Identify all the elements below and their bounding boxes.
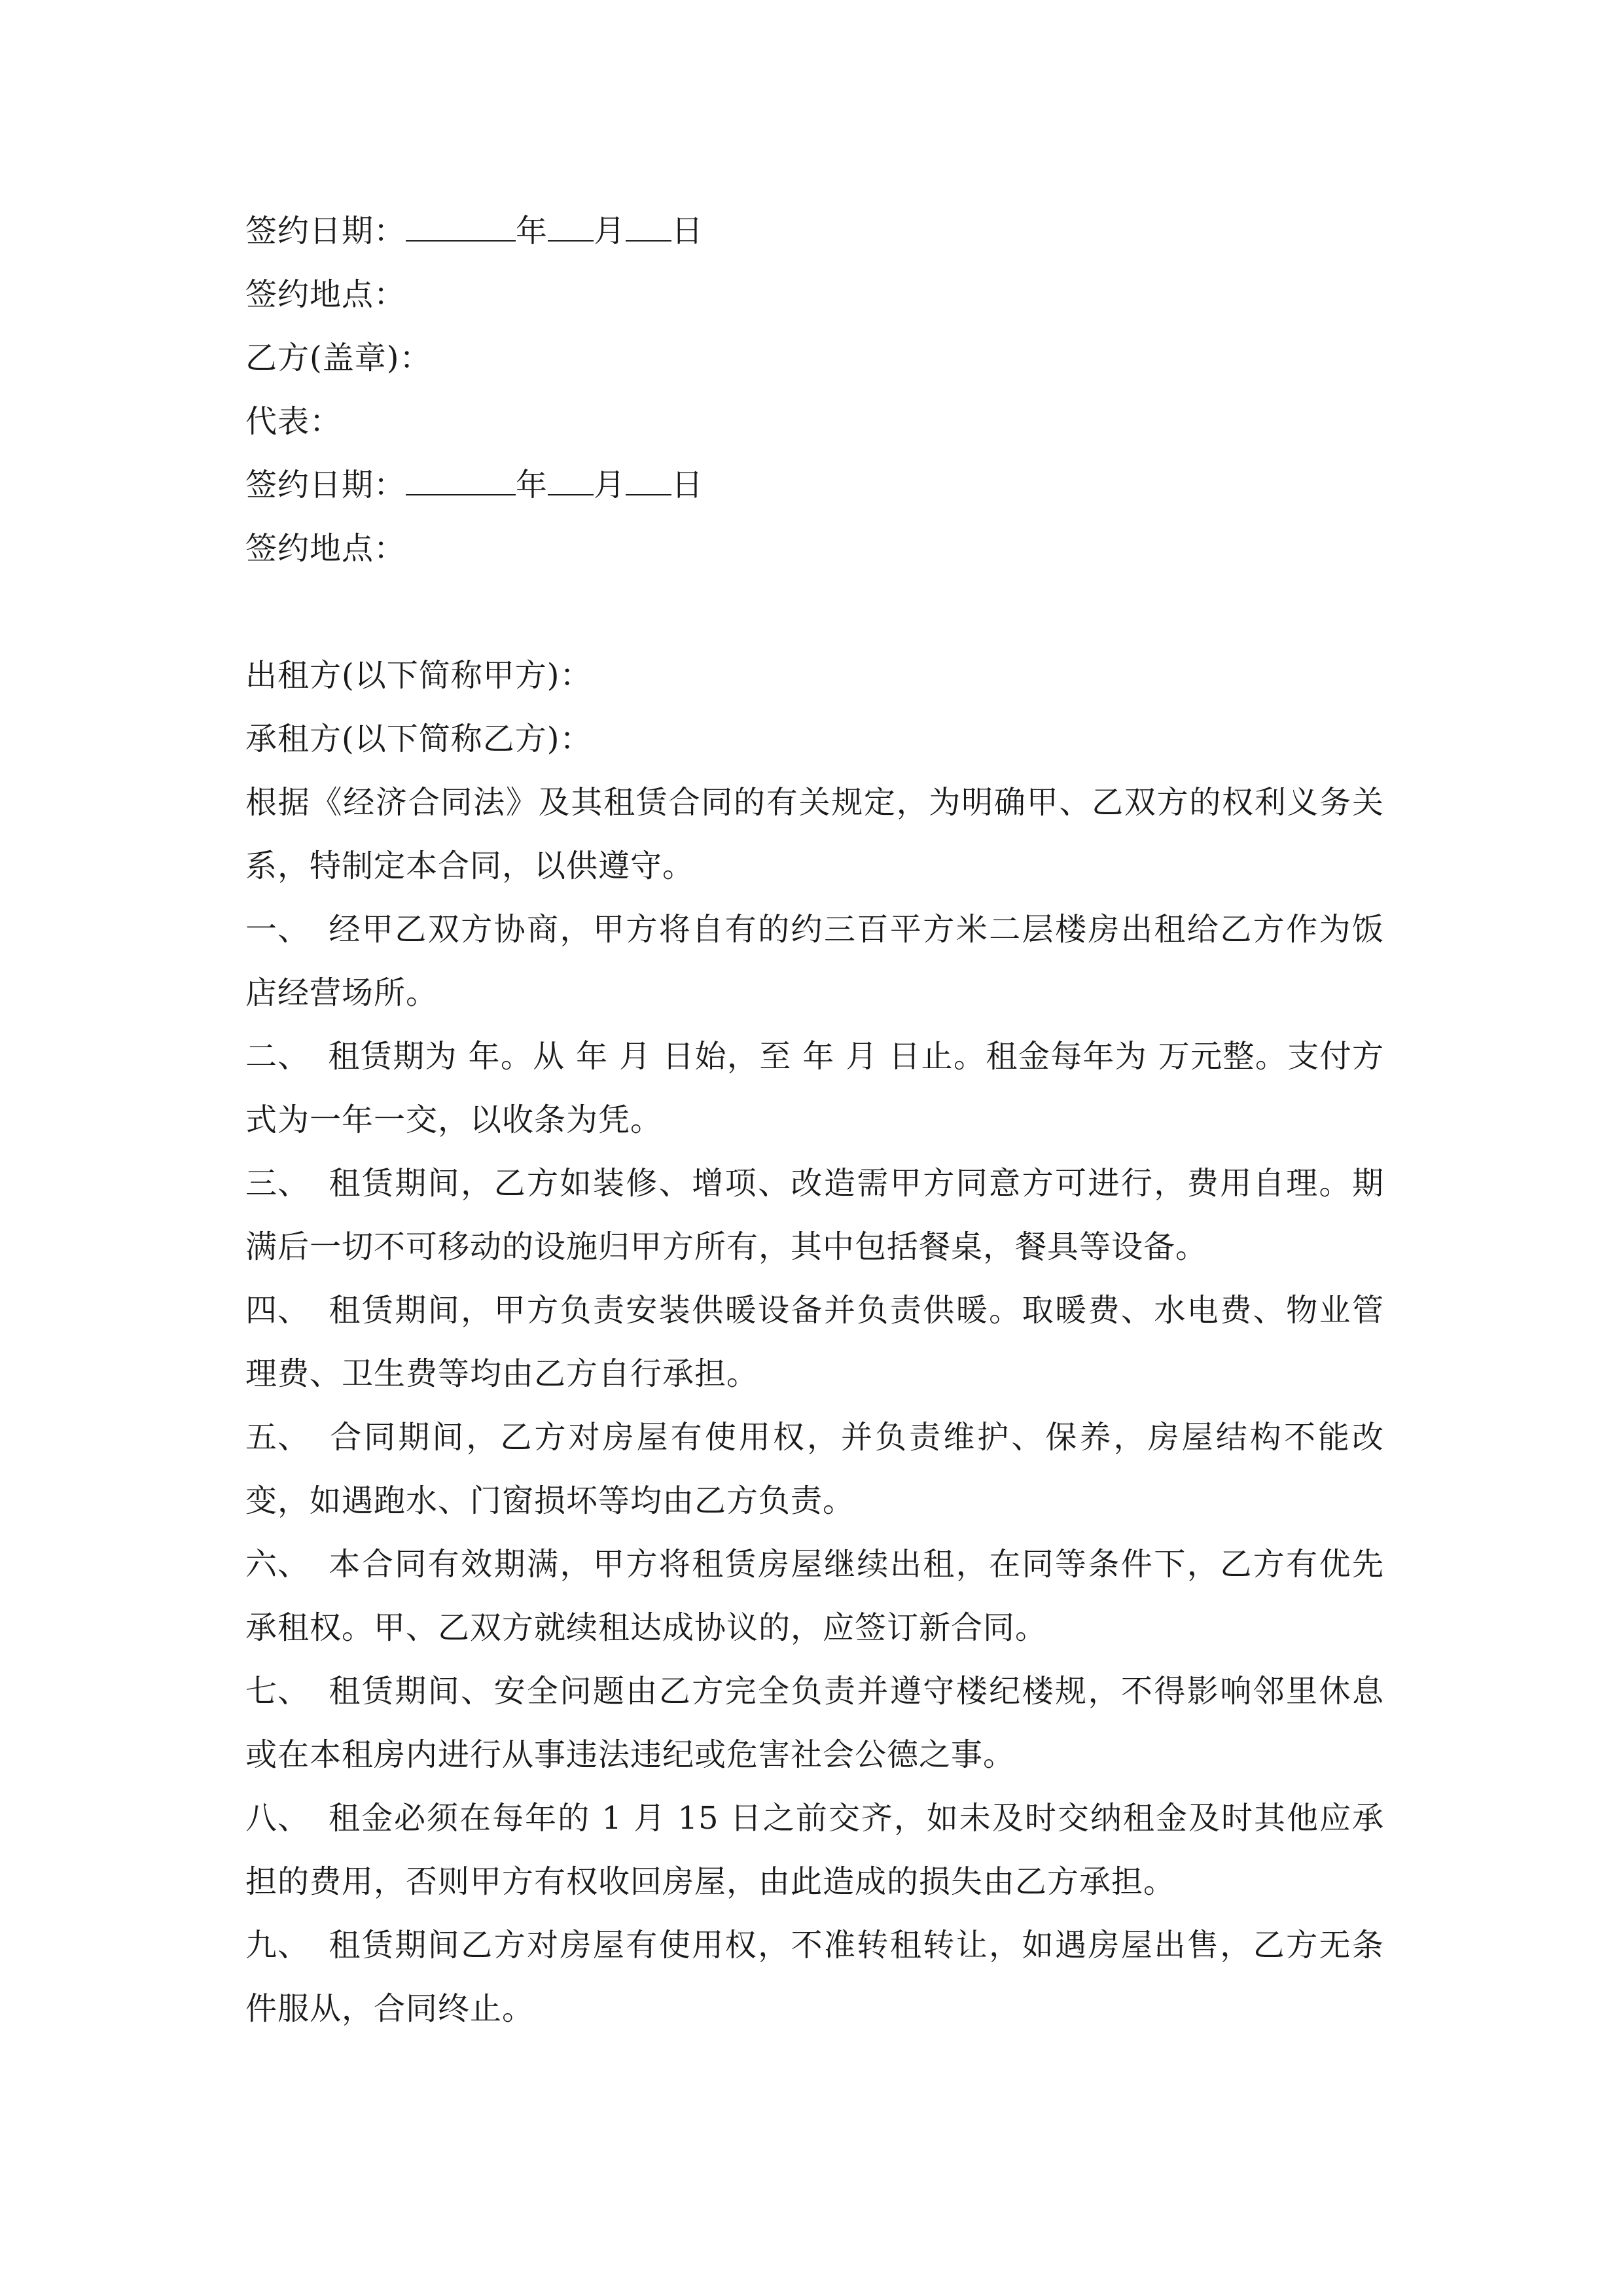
party-b-seal-line xyxy=(245,327,1384,390)
section-spacer xyxy=(245,581,1384,644)
lessee-label: 承租方(以下简称乙方)： xyxy=(245,721,592,757)
clause-9 xyxy=(245,1914,1384,2041)
day-label-b: 日 xyxy=(671,467,704,503)
month-blank xyxy=(548,211,594,242)
year-blank xyxy=(406,211,516,242)
clause-number: 七、 xyxy=(245,1673,310,1710)
month-label: 月 xyxy=(594,213,626,249)
month-label-b: 月 xyxy=(594,467,626,503)
clause-3 xyxy=(245,1152,1384,1279)
clause-number: 六、 xyxy=(245,1546,310,1583)
clause-number: 九、 xyxy=(245,1927,310,1964)
clause-text: 租赁期间，乙方如装修、增项、改造需甲方同意方可进行，费用自理。期满后一切不可移动的设施归甲方所有，其中包括餐桌，餐具等设备。 xyxy=(245,1165,1384,1265)
party-b-seal-label: 乙方(盖章)： xyxy=(245,340,432,376)
year-label: 年 xyxy=(516,213,548,249)
signing-place-line-b xyxy=(245,517,1384,581)
representative-label: 代表： xyxy=(245,403,342,440)
clause-8 xyxy=(245,1787,1384,1914)
year-blank-b xyxy=(406,465,516,495)
contract-preamble: 根据《经济合同法》及其租赁合同的有关规定，为明确甲、乙双方的权利义务关系，特制定本合同，以供遵守。 xyxy=(245,784,1384,884)
clause-text: 租金必须在每年的 1 月 15 日之前交齐，如未及时交纳租金及时其他应承担的费用，否则甲方有权收回房屋，由此造成的损失由乙方承担。 xyxy=(245,1800,1384,1900)
day-blank xyxy=(626,211,671,242)
year-label-b: 年 xyxy=(516,467,548,503)
clause-text: 租赁期为 年。从 年 月 日始，至 年 月 日止。租金每年为 万元整。支付方式为一年一交，以收条为凭。 xyxy=(245,1038,1384,1138)
clause-text: 租赁期间乙方对房屋有使用权，不准转租转让，如遇房屋出售，乙方无条件服从，合同终止。 xyxy=(245,1927,1384,2027)
clause-7 xyxy=(245,1660,1384,1787)
lessor-label: 出租方(以下简称甲方)： xyxy=(245,657,592,694)
clause-text: 本合同有效期满，甲方将租赁房屋继续出租，在同等条件下，乙方有优先承租权。甲、乙双方就续租达成协议的，应签订新合同。 xyxy=(245,1546,1384,1646)
signing-date-label-b: 签约日期： xyxy=(245,467,406,503)
clause-4 xyxy=(245,1279,1384,1406)
clause-2 xyxy=(245,1025,1384,1152)
signing-place-label: 签约地点： xyxy=(245,276,406,313)
signing-date-label: 签约日期： xyxy=(245,213,406,249)
clause-number: 五、 xyxy=(245,1419,310,1456)
signing-place-label-b: 签约地点： xyxy=(245,530,406,567)
clause-text: 租赁期间，甲方负责安装供暖设备并负责供暖。取暖费、水电费、物业管理费、卫生费等均由乙方自行承担。 xyxy=(245,1292,1384,1392)
signing-place-line xyxy=(245,263,1384,327)
clause-text: 经甲乙双方协商，甲方将自有的约三百平方米二层楼房出租给乙方作为饭店经营场所。 xyxy=(245,911,1384,1011)
clause-number: 三、 xyxy=(245,1165,310,1202)
representative-line xyxy=(245,390,1384,454)
clause-text: 租赁期间、安全问题由乙方完全负责并遵守楼纪楼规，不得影响邻里休息或在本租房内进行从事违法违纪或危害社会公德之事。 xyxy=(245,1673,1384,1773)
lessee-line xyxy=(245,708,1384,771)
clause-6 xyxy=(245,1533,1384,1660)
clause-number: 八、 xyxy=(245,1800,310,1837)
signing-date-line-b xyxy=(245,454,1384,517)
clause-1 xyxy=(245,898,1384,1025)
clause-number: 二、 xyxy=(245,1038,310,1075)
lessor-line xyxy=(245,644,1384,708)
document-body xyxy=(245,200,1384,2041)
day-blank-b xyxy=(626,465,671,495)
signing-date-line xyxy=(245,200,1384,263)
month-blank-b xyxy=(548,465,594,495)
clause-number: 一、 xyxy=(245,911,310,948)
clause-number: 四、 xyxy=(245,1292,310,1329)
clause-text: 合同期间，乙方对房屋有使用权，并负责维护、保养，房屋结构不能改变，如遇跑水、门窗损坏等均由乙方负责。 xyxy=(245,1419,1384,1519)
clause-5 xyxy=(245,1406,1384,1533)
day-label: 日 xyxy=(671,213,704,249)
